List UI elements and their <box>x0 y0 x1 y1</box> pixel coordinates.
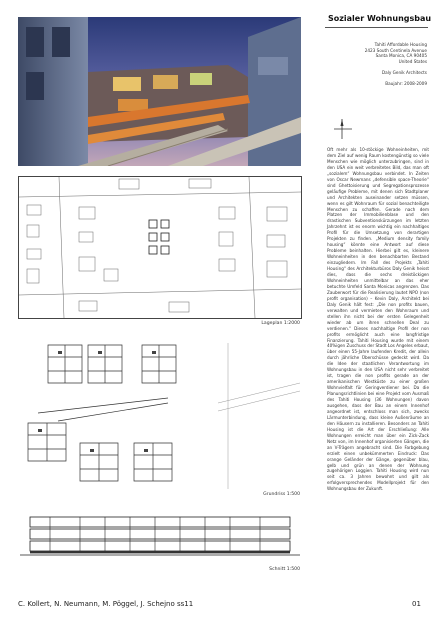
title-divider <box>325 27 428 28</box>
project-address-2: Santa Monica, CA 90405 <box>375 53 427 59</box>
caption-section: Schnitt 1:500 <box>269 567 300 572</box>
body-text: Oft mehr als 10-stöckige Wohneinheiten, mit dem Ziel auf wenig Raum kostengünstig so viele Menschen wie möglich unterzubringen, sind in den USA ein weit verbreitetes Bild, das man oft „sozialem“ Wohnungsbau verbindet. In Zeiten von Oscar Newmans „defensible space-Theorie“ sind Ghettoisierung und Segregationsprozesse geläufige Probleme, mit denen sich Stadtplaner und Architekten auseinander setzen müssen, wenn es gilt Wohnraum für sozial benachteiligte Menschen zu schaffen. Gerade nach dem Platzen der Immobilienblase und den drastischen Subventionskürzungen im letzten Jahrzehnt ist es enorm wichtig ein nachhaltiges Profil für die Umsetzung von derartigen Projekten zu finden. „Medium density family housing“ könnte eine Antwort auf diese Probleme beinhalten. Hierbei gilt es, kleinere Wohneinheiten in den benachbarten Bestand einzugliedern. Im Fall des Projekts „Tahiti Housing“ des Architekturbüros Daly Genik heisst dies, dass die sechs dreistöckigen Wohneinheiten unmittelbar an das eher betuchte Umfeld Santa Monicas angrenzen. Das Zauberwort für die Realisierung lautet NPO (non profit organisation) – Kevin Daly, Architekt bei Daly Genik hält fest: „Die non profits bauen, verwalten und vermieten den Wohnraum und stellen ihn nicht bei der ersten Gelegenheit wieder ab um ihren schnellen Deal zu verdienen.“ Dieses nachhaltige Profil der non profits ermöglicht auch eine langfristige Finanzierung. Tahiti Housing wurde mit einem 40%igen Zuschuss der Stadt Los Angeles erbaut, über einen 55-Jahre laufenden Kredit, der allein durch jährliche Überschüsse gedeckt wird. Da die Idee der staatlichen Verantwortung im Wohnungsbau in den USA nicht sehr verbreitet ist, tragen die non profits gerade an der amerikanischen Westküste zu einer großen Wohnvielfalt für Geringverdiener bei. Da die Planungsrichtlinien bei eine Projekt vom Ausmaß des Tahiti Housing (36 Wohnungen) davon ausgehen, dass der Bau an einem Innenhof angeordnet ist, entschloss man sich, zwecks Lärmunterbindung, dass kleine Außenräume an den Häusern zu installieren. Besonders an Tahiti Housing ist die Art der Erschließung: Alle Wohnungen erreicht man über ein Zick-Zack Netz von, im Innenhof organisierten Gängen, die an V-Trägern angebracht sind. Die Farbgebung erzielt einen unbekümmerten Eindruck: Das orange Geländer der Gänge, gegenüber blau, gelb und grün an denen der Wohnung zugehörigen Loggien. Tahiti Housing wird nun seit ca. 3 Jahren bewohnt und gilt als erfolgversprechendes Modellprojekt für den Wohnungsbau der Zukunft. <box>327 147 429 492</box>
project-architect: Daly Genik Architects <box>381 69 427 75</box>
section-drawing <box>20 515 300 565</box>
project-info <box>365 42 427 87</box>
project-photo <box>18 17 301 166</box>
site-plan <box>18 176 302 319</box>
footer-authors: C. Kollert, N. Neumann, M. Pöggel, J. Schejno ss11 <box>18 600 194 608</box>
caption-site-plan: Lageplan 1:2000 <box>261 321 300 326</box>
floor-plan <box>18 343 300 489</box>
project-country: United States <box>398 58 427 64</box>
caption-floor-plan: Grundriss 1:500 <box>263 492 300 497</box>
project-address-1: 2423 South Centinela Avenue <box>364 47 427 53</box>
project-year: Baujahr: 2008-2009 <box>385 81 427 87</box>
north-arrow-icon <box>330 117 354 141</box>
page-title: Sozialer Wohnungsbau <box>328 14 432 23</box>
project-name: Tahiti Affordable Housing <box>374 42 427 47</box>
page-number: 01 <box>412 600 421 608</box>
